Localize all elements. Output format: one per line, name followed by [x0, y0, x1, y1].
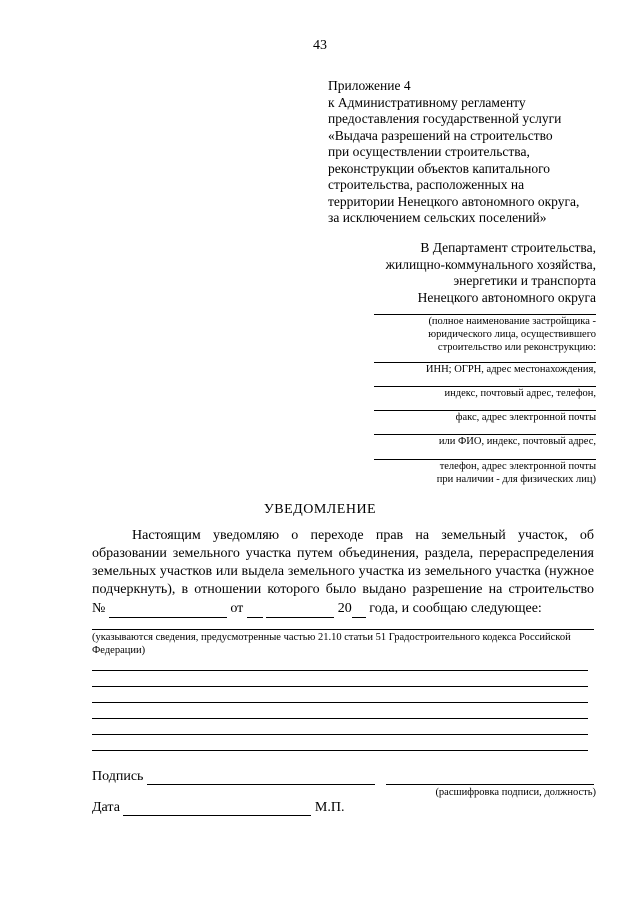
applicant-fax-field[interactable] — [374, 410, 596, 424]
year-prefix: 20 — [337, 601, 352, 616]
field-caption: юридического лица, осуществившего — [428, 329, 596, 340]
info-note — [92, 631, 602, 657]
permit-year-blank[interactable] — [352, 599, 366, 618]
notice-paragraph — [92, 527, 594, 618]
date-row — [92, 799, 344, 816]
paragraph-line: Настоящим уведомляю о переходе прав на земельный участок, об — [132, 528, 594, 543]
applicant-fio-field[interactable] — [374, 434, 596, 448]
permit-number-line — [92, 599, 594, 618]
permit-number-blank[interactable] — [109, 599, 227, 618]
recipient-line: Ненецкого автономного округа — [417, 289, 596, 305]
paragraph-line: земельных участков или выдела земельного участка из земельного участка (нужное — [92, 564, 594, 579]
signature-row — [92, 768, 594, 785]
signature-decode-caption: (расшифровка подписи, должность) — [435, 787, 596, 798]
recipient-line: жилищно-коммунального хозяйства, — [385, 256, 596, 272]
appendix-line: строительства, расположенных на — [328, 177, 525, 192]
appendix-line: реконструкции объектов капитального — [328, 160, 551, 176]
paragraph-ending: года, и сообщаю следующее: — [369, 601, 542, 616]
field-caption: факс, адрес электронной почты — [455, 412, 596, 423]
appendix-line: «Выдача разрешений на строительство — [328, 127, 553, 143]
number-sign: № — [92, 601, 106, 616]
info-note-line: (указываются сведения, предусмотренные частью 21.10 статьи 51 Градостроительного кодекса Российской — [92, 632, 571, 643]
applicant-address-field[interactable] — [374, 386, 596, 400]
paragraph-line: образовании земельного участка путем объединения, раздела, перераспределения — [92, 546, 594, 561]
field-caption: ИНН; ОГРН, адрес местонахождения, — [425, 364, 596, 375]
recipient-block — [386, 240, 596, 306]
permit-day-blank[interactable] — [247, 599, 263, 618]
blank-line[interactable] — [92, 718, 588, 719]
paragraph-line: подчеркнуть), в отношении которого было выдано разрешение на строительство — [92, 582, 594, 597]
blank-line[interactable] — [92, 702, 588, 703]
stamp-label: М.П. — [314, 800, 345, 815]
appendix-line: Приложение 4 — [328, 78, 411, 93]
notice-title: УВЕДОМЛЕНИЕ — [263, 502, 377, 517]
info-input-line[interactable] — [92, 629, 594, 630]
blank-line[interactable] — [92, 750, 588, 751]
date-label: Дата — [92, 800, 120, 815]
applicant-phone-field[interactable] — [374, 459, 596, 486]
blank-line[interactable] — [92, 734, 588, 735]
blank-line[interactable] — [92, 686, 588, 687]
field-caption: или ФИО, индекс, почтовый адрес, — [438, 436, 596, 447]
field-caption: при наличии - для физических лиц) — [436, 474, 596, 485]
field-caption: строительство или реконструкцию: — [437, 342, 596, 353]
applicant-inn-field[interactable] — [374, 362, 596, 376]
date-blank[interactable] — [123, 799, 311, 816]
appendix-line: за исключением сельских поселений» — [328, 210, 547, 225]
info-note-line: Федерации) — [92, 645, 146, 656]
field-caption: телефон, адрес электронной почты — [439, 461, 596, 472]
applicant-name-field[interactable] — [374, 314, 596, 354]
date-from-label: от — [230, 601, 244, 616]
appendix-line: территории Ненецкого автономного округа, — [328, 193, 580, 209]
signature-blank[interactable] — [147, 768, 375, 785]
appendix-line: при осуществлении строительства, — [328, 144, 530, 159]
appendix-header — [328, 78, 608, 227]
appendix-line: к Административному регламенту — [328, 94, 526, 110]
field-caption: индекс, почтовый адрес, телефон, — [444, 388, 596, 399]
recipient-line: В Департамент строительства, — [420, 240, 596, 255]
page-number: 43 — [313, 38, 327, 53]
permit-month-blank[interactable] — [266, 599, 334, 618]
signature-decode-blank[interactable] — [386, 768, 594, 785]
signature-label: Подпись — [92, 769, 144, 784]
blank-line[interactable] — [92, 670, 588, 671]
recipient-line: энергетики и транспорта — [453, 273, 596, 288]
appendix-line: предоставления государственной услуги — [328, 111, 562, 126]
field-caption: (полное наименование застройщика - — [428, 316, 596, 327]
